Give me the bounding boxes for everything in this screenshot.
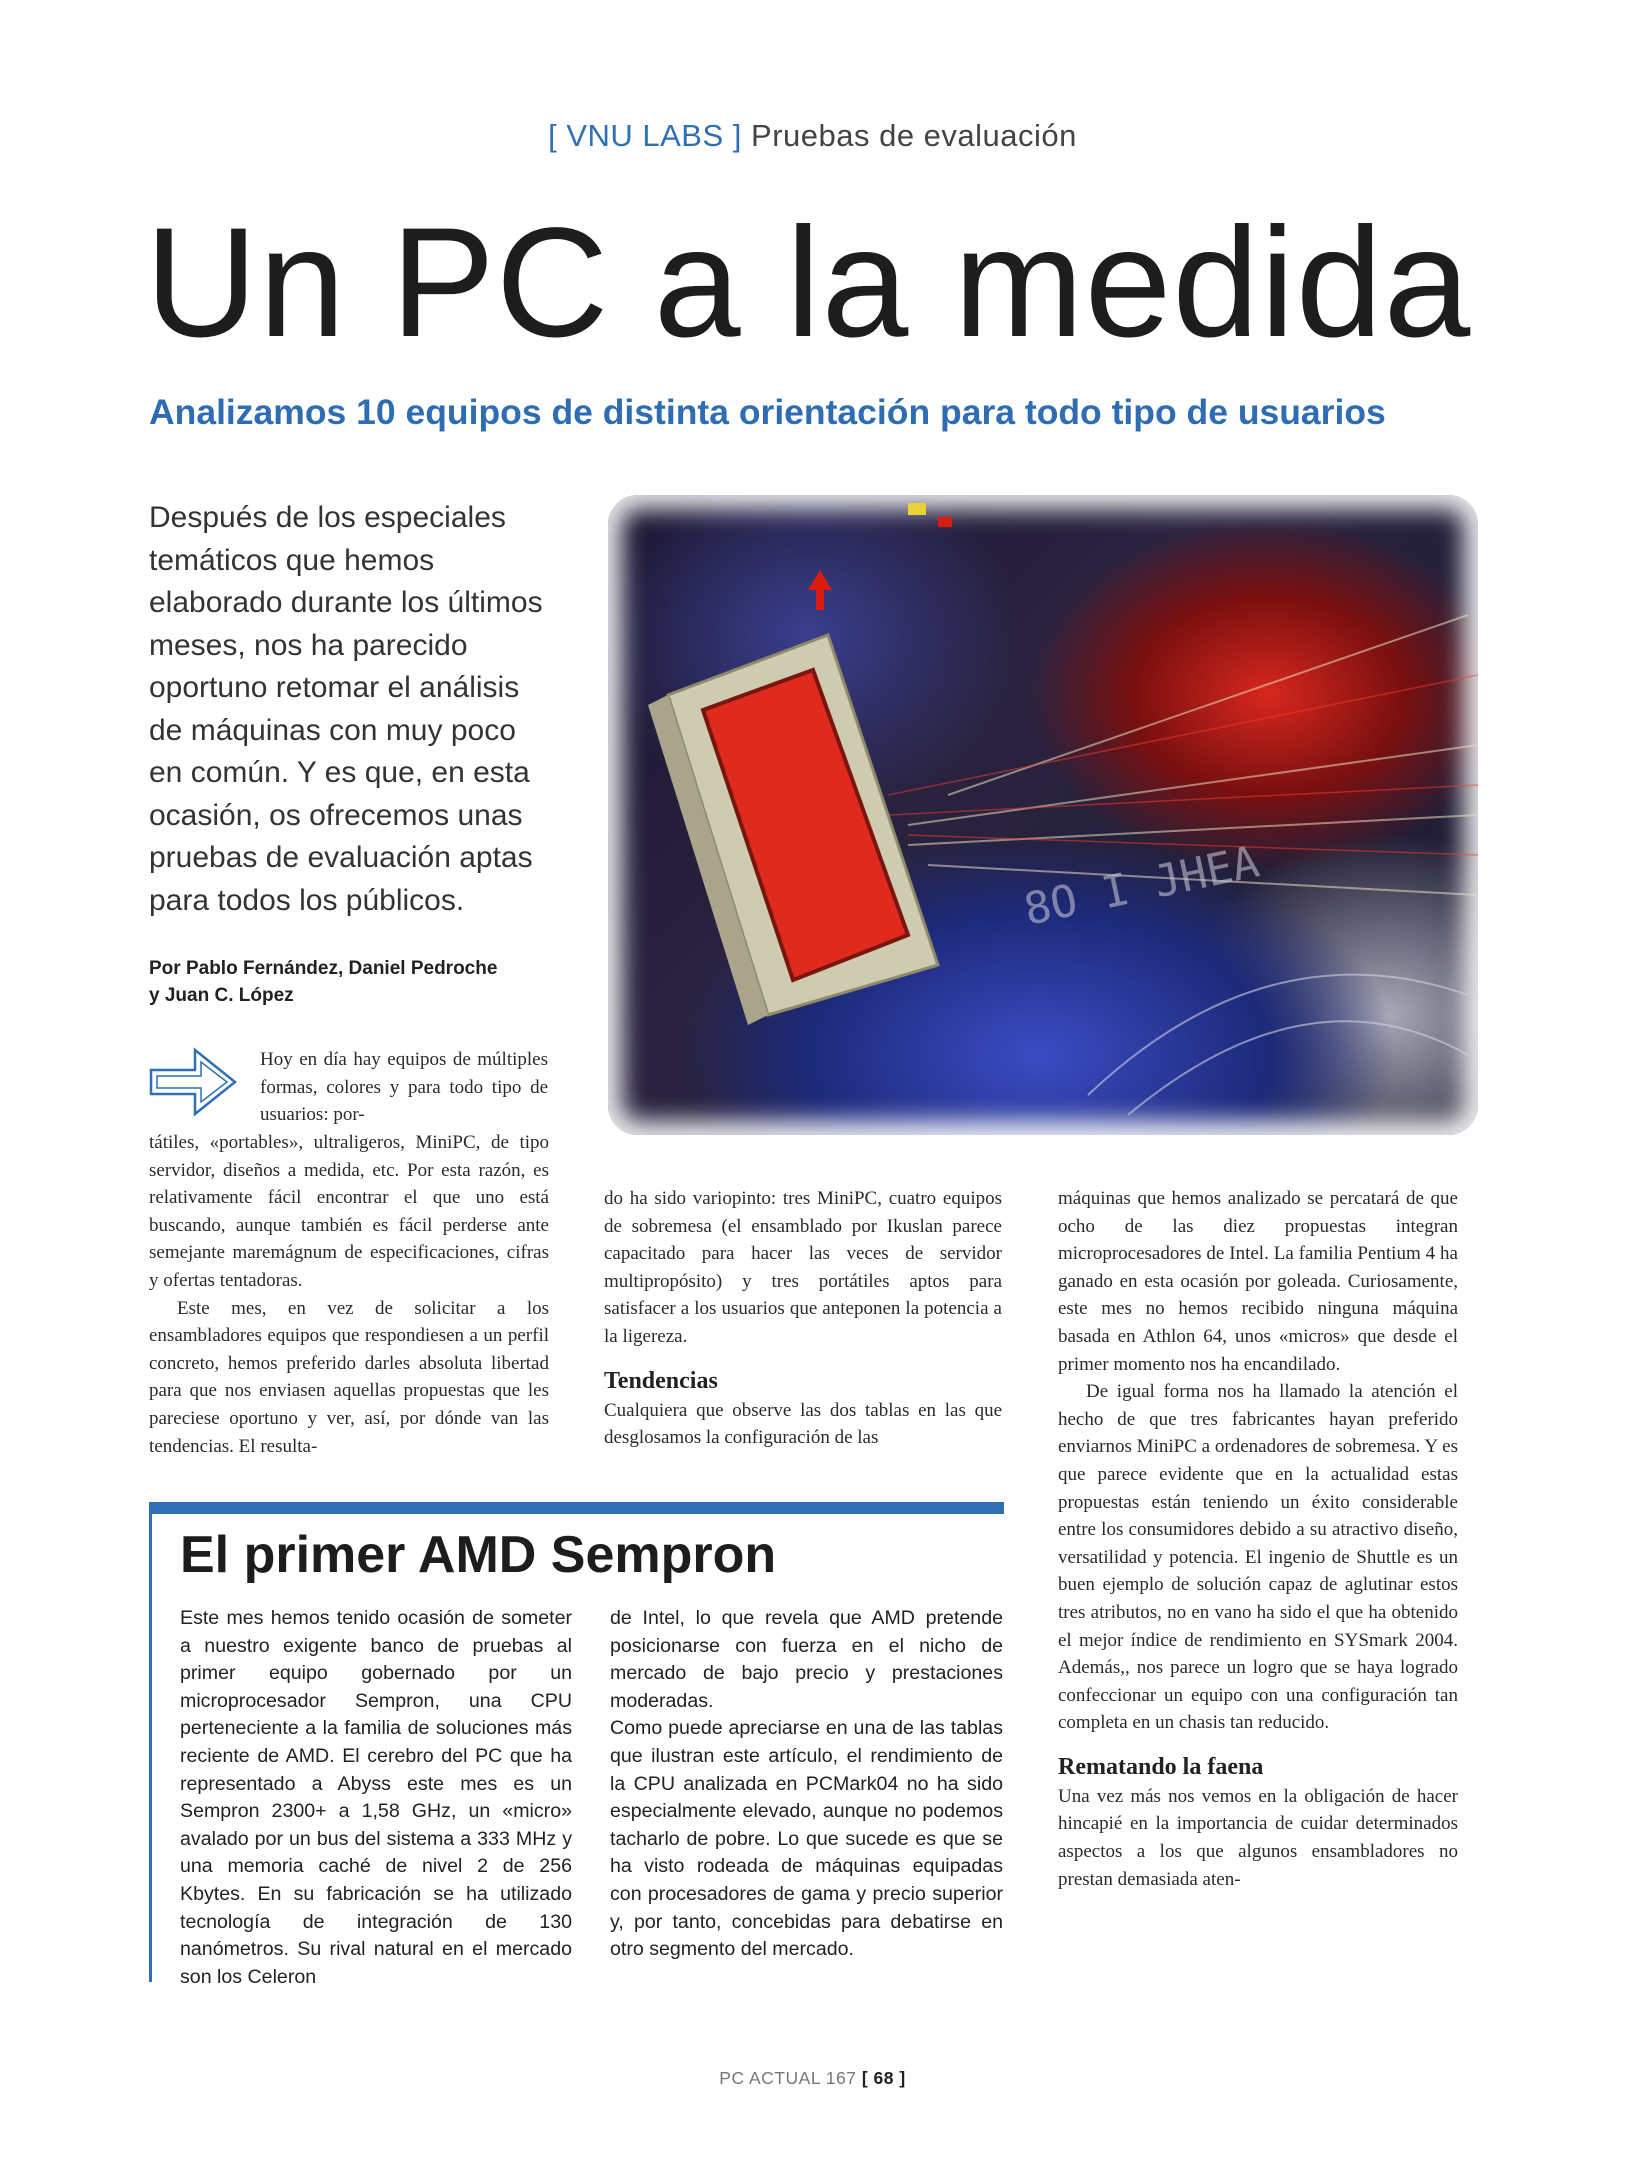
section-heading-tendencias: Tendencias [604,1367,718,1394]
sidebar-col2-p2: Como puede apreciarse en una de las tablas que ilustran este artículo, el rendimiento de la CPU analizada en PCMark04 no ha sido especialmente elevado, aunque no podemos tacharlo de pobre. Lo que sucede es que se ha visto rodeada de máquinas equipadas con procesadores de gama y precio superior y, por tanto, concebidas para debatirse en otro segmento del mercado. [610,1717,1003,1961]
page-number: [ 68 ] [861,2068,906,2088]
sidebar-title: El primer AMD Sempron [180,1526,777,1584]
sidebar-col1-text: Este mes hemos tenido ocasión de someter a nuestro exigente banco de pruebas al primer equipo gobernado por un microprocesador Sempron, una CPU perteneciente a la familia de soluciones más reciente de AMD. El cerebro del PC que ha representado a Abyss este mes es un Sempron 2300+ a 1,58 GHz, un «micro» avalado por un bus del sistema a 333 MHz y una memoria caché de nivel 2 de 256 Kbytes. En su fabricación se ha utilizado tecnología de integración de 130 nanómetros. Su rival natural en el mercado son los Celeron [180,1607,572,1988]
article-col3-p2: De igual forma nos ha llamado la atención el hecho de que tres fabricantes hayan preferido enviarnos MiniPC a ordenadores de sobremesa. Y es que parece evidente que en la actualidad estas propuestas están teniendo un éxito considerable entre los consumidores debido a su atractivo diseño, versatilidad y potencia. El ingenio de Shuttle es un buen ejemplo de solución capaz de aglutinar estos tres atributos, no en vano ha sido el que ha obtenido el mejor índice de rendimiento en SYSmark 2004. Además,, nos parece un logro que se haya logrado confeccionar un equipo con una configuración tan completa en un chasis tan reducido. [1058,1381,1458,1734]
article-col2-p1: do ha sido variopinto: tres MiniPC, cuatro equipos de sobremesa (el ensamblado por Ikuslan parece capacitado para hacer las veces de servidor multipropósito) y tres portátiles aptos para satisfacer a los usuarios que anteponen la potencia a la ligereza. [604,1188,1002,1347]
article-col3-p1: máquinas que hemos analizado se percatará de que ocho de las diez propuestas integran microprocesadores de Intel. La familia Pentium 4 ha ganado en esta ocasión por goleada. Curiosamente, este mes no hemos recibido ninguna máquina basada en Athlon 64, unos «micros» que desde el primer momento nos ha encandilado. [1058,1188,1458,1375]
page-footer [0,2068,1625,2089]
page-title: Un PC a la medida [145,196,1472,370]
intro-text: Después de los especiales temáticos que hemos elaborado durante los últimos meses, nos ha parecido oportuno retomar el análisis de máquinas con muy poco en común. Y es que, en esta ocasión, os ofrecemos unas pruebas de evaluación aptas para todos los públicos. [149,501,543,917]
sidebar-col1 [180,1605,572,1991]
byline [149,955,569,1009]
article-col3 [1058,1185,1458,1893]
article-p2: Este mes, en vez de solicitar a los ensambladores equipos que respondiesen a un perfil concreto, hemos preferido darles absoluta libertad para que nos enviasen aquellas propuestas que les pareciese oportuno y ver, así, por dónde van las tendencias. El resulta- [149,1297,549,1457]
article-col2 [604,1185,1002,1452]
page-subtitle: Analizamos 10 equipos de distinta orientación para todo tipo de usuarios [149,392,1386,432]
sidebar-col2 [610,1605,1003,1964]
hero-image [608,495,1478,1135]
magazine-name: PC ACTUAL 167 [719,2068,857,2088]
section-heading-rematando: Rematando la faena [1058,1753,1264,1780]
hero-illustration [608,495,1478,1135]
svg-text:8O I JHEA: 8O I JHEA [1019,836,1264,936]
sidebar-top-rule [149,1502,1004,1514]
article-col1 [149,1129,549,1460]
article-p1-rest: tátiles, «portables», ultraligeros, MiniPC, de tipo servidor, diseños a medida, etc. Por esta razón, es relativamente fácil encontrar el que uno está buscando, aunque también es fácil perderse ante semejante maremágnum de especificaciones, cifras y ofertas tentadoras. [149,1132,549,1291]
byline-line-1: Por Pablo Fernández, Daniel Pedroche [149,958,498,979]
article-col2-p2: Cualquiera que observe las dos tablas en las que desglosamos la configuración de las [604,1399,1002,1449]
arrow-right-icon [149,1046,239,1118]
sidebar-left-rule [149,1502,152,1982]
section-sublabel: Pruebas de evaluación [751,118,1077,153]
article-p1-start: Hoy en día hay equipos de múltiples formas, colores y para todo tipo de usuarios: por- [260,1049,548,1126]
section-header [0,118,1625,154]
sidebar-col2-p1: de Intel, lo que revela que AMD pretende posicionarse con fuerza en el nicho de mercado de bajo precio y prestaciones moderadas. [610,1607,1003,1712]
article-col3-p3: Una vez más nos vemos en la obligación de hacer hincapié en la importancia de cuidar determinados aspectos a los que algunos ensambladores no prestan demasiada aten- [1058,1785,1458,1890]
article-col1-lead [260,1046,548,1129]
byline-line-2: y Juan C. López [149,985,294,1006]
section-label: [ VNU LABS ] [548,118,742,153]
